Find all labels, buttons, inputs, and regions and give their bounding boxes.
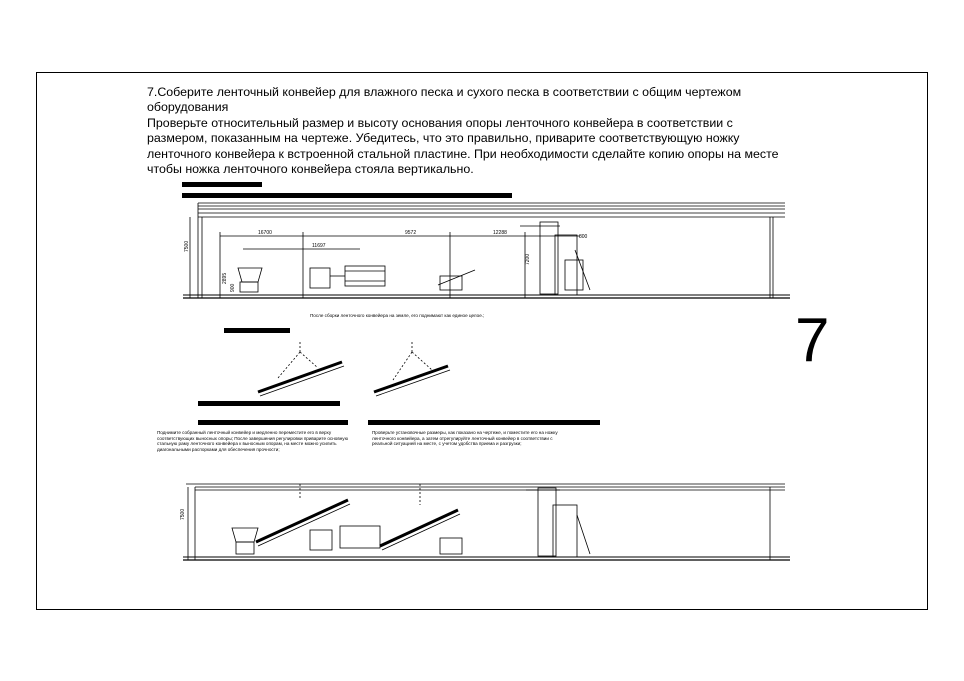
dim-7500-bottom: 7500: [180, 508, 186, 520]
left-note: Поднимите собранный ленточный конвейер и медленно переместите его в верху соответствующих выносных опоры; После завершения регулировки приварите основную стальную раму ленточного конвейера к выносным опорам, на месте можно усилить диагональными распорками для обеспечения прочности;: [157, 430, 349, 452]
dim-11697: 11697: [312, 243, 326, 249]
bottom-machines: [232, 484, 590, 557]
dim-16700: 16700: [258, 230, 272, 236]
page-number: 7: [795, 306, 830, 375]
dim-9572: 9572: [405, 230, 417, 236]
dim-800: 800: [579, 234, 588, 240]
top-building: [183, 203, 790, 298]
top-dimension-labels: [184, 230, 588, 292]
heading-line-1: 7.Соберите ленточный конвейер для влажного песка и сухого песка в соответствии с общим чертежом оборудования: [147, 85, 742, 115]
dim-2895: 2895: [222, 272, 228, 284]
lifted-conveyors: [258, 342, 450, 396]
bottom-building: [183, 484, 790, 560]
dim-7200: 7200: [525, 253, 531, 265]
heading-line-2: Проверьте относительный размер и высоту основания опоры ленточного конвейера в соответствии с размером, показанным на чертеже. Убедитесь, что это правильно, приварите соответствующую ножку ленточного конвейера к встроенной стальной пластине. При необходимости сделайте копию опоры на месте чтобы ножка ленточного конвейера стояла вертикально.: [147, 115, 779, 177]
lift-note: После сборки ленточного конвейера на земле, его поднимают как единое целое.;: [310, 313, 485, 318]
dim-900: 900: [230, 283, 236, 292]
right-note: Проверьте установочные размеры, как показано на чертеже, и поместите его на ножку ленточного конвейера, а затем отрегулируйте ленточный конвейер в соответствии с реальной ситуацией на месте, с учетом удобства приема и разгрузки;: [372, 430, 558, 447]
dim-7500-top: 7500: [184, 240, 190, 252]
dim-12288: 12288: [493, 230, 507, 236]
annotation-scribbles: [182, 182, 600, 425]
